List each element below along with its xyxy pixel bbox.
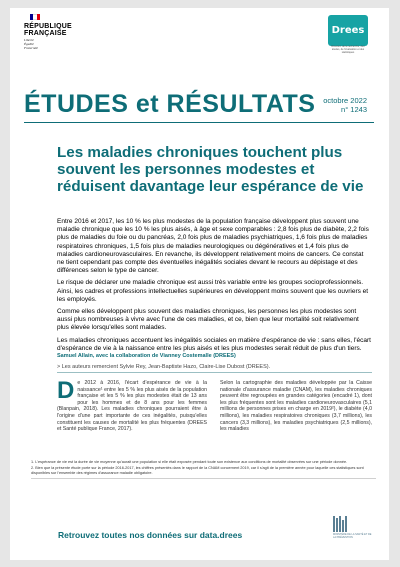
footer-divider <box>31 478 376 479</box>
acknowledgements: > Les auteurs remercient Sylvie Rey, Jean-Baptiste Hazo, Claire-Lise Dubost (DREES). <box>57 364 271 370</box>
republic-line2: FRANÇAISE <box>24 30 67 37</box>
summary-paragraph: Le risque de déclarer une maladie chronique est aussi très variable entre les groupes socioprofessionnels. Ainsi, les cadres et professions intellectuelles supérieures en développent moins souvent que les ouvriers et les employés. <box>57 279 369 303</box>
summary-paragraph: Entre 2016 et 2017, les 10 % les plus modestes de la population française développent plus souvent une maladie chronique que les 10 % les plus aisés, à âge et sexe comparables : 2,8 fois plus de diabète, 2,2 fois plus de maladies du foie ou du pancréas, 2,0 fois plus de maladies psychiatriques, 1,6 fois plus de maladies respiratoires chroniques, 1,5 fois plus de maladies neurologiques ou dégénératives et 1,4 fois plus de maladies cardioneurovasculaires. En revanche, ils développent relativement moins de cancers. Ce constat ne tient cependant pas compte des éventuelles inégalités sociales devant le recours au dépistage et des différences selon le type de cancer. <box>57 218 369 275</box>
footnotes <box>31 460 376 477</box>
data-drees-link[interactable]: data.drees <box>199 530 243 540</box>
ministry-logo-text: MINISTÈRE DE LA SANTÉ ET DE LA PRÉVENTION <box>333 533 372 539</box>
ministry-logo <box>333 516 373 554</box>
footnote: 1. L'espérance de vie est la durée de vie moyenne qu'aurait une population si elle était exposée pendant toute son existence aux conditions de mortalité observées sur une période donnée. <box>31 460 348 464</box>
summary-paragraph: Comme elles développent plus souvent des maladies chroniques, les personnes les plus modestes sont aussi plus nombreuses à vivre avec l'une de ces maladies, et ce, bien que leur mortalité soit relativement plus élevée lorsqu'elles sont malades. <box>57 308 359 332</box>
body-column-left <box>57 377 207 433</box>
section-divider <box>57 372 372 373</box>
body-column-right: Selon la cartographie des maladies développée par la Caisse nationale d'assurance maladie (CNAM), les maladies chroniques peuvent être regroupées en grandes catégories (encadré 1), dont les plus fréquentes sont les maladies cardioneurovasculaires (5,1 millions de personnes prises en charge en 2019²), le diabète (4,0 millions), les maladies respiratoires chroniques (3,7 millions), les cancers (3,3 millions), les maladies psychiatriques (2,5 millions), les maladies <box>220 380 372 433</box>
summary <box>57 218 372 357</box>
authors-block <box>57 353 372 360</box>
body-text-left: e 2012 à 2016, l'écart d'espérance de vie à la naissance¹ entre les 5 % les plus aisés de la population française et les 5 % les plus modestes était de 13 ans pour les hommes et de 8 ans pour les femmes (Blanpain, 2018). Les maladies chroniques pourraient être à l'origine d'une part importante de ces inégalités, puisqu'elles constituent les causes de mortalité les plus fréquentes (DREES et Santé publique France, 2017). <box>57 380 207 433</box>
flag-icon <box>30 14 40 20</box>
footnote: 2. Bien que la présente étude porte sur la période 2016-2017, les chiffres présentés dans le rapport de la CNAM concernent 2019, car il s'agit de la première année pour laquelle ces statistiques sont disponibles sur l'ensemble des régimes d'assurance maladie obligatoire. <box>31 466 364 475</box>
publication-date: octobre 2022 n° 1243 <box>323 96 367 114</box>
republique-francaise-logo <box>24 14 104 50</box>
header-divider <box>24 122 374 123</box>
drees-logo-subtitle: Direction de la recherche, des études, de l'évaluation et des statistiques <box>331 45 365 54</box>
publication-series: ÉTUDES et RÉSULTATS <box>24 90 316 118</box>
summary-paragraph: Les maladies chroniques accentuent les inégalités sociales en matière d'espérance de vie : sans elles, l'écart d'espérance de vie à la naissance entre les plus aisés et les plus modestes serait réduit de plus d'un tiers. <box>57 336 371 352</box>
page-title: Les maladies chroniques touchent plus souvent les personnes modestes et réduisent davantage leur espérance de vie <box>57 144 364 195</box>
ministry-pillars-icon <box>333 516 373 532</box>
drees-logo-text: Drees <box>331 25 365 36</box>
drees-logo <box>328 15 368 54</box>
dropcap: D <box>57 377 75 404</box>
republic-line1: RÉPUBLIQUE <box>24 23 72 30</box>
motto: Liberté Égalité Fraternité <box>24 38 38 50</box>
document-page <box>10 8 389 560</box>
footer-text: Retrouvez toutes nos données sur data.drees <box>58 530 243 540</box>
authors-main: Samuel Allain, avec la collaboration de Vianney Costemalle (DREES) <box>57 353 236 359</box>
